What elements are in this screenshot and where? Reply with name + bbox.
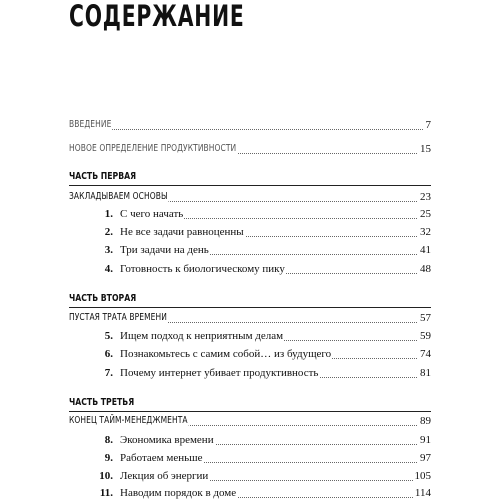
chapter-number: 7. (104, 367, 113, 379)
dot-leader (69, 129, 431, 130)
toc-entry-page: 15 (420, 143, 431, 155)
chapter-title: Готовность к биологическому пику (120, 263, 285, 275)
toc-entry-label: НОВОЕ ОПРЕДЕЛЕНИЕ ПРОДУКТИВНОСТИ (69, 143, 237, 154)
toc-entry-label: ПУСТАЯ ТРАТА ВРЕМЕНИ (69, 312, 167, 323)
toc-entry-introduction[interactable] (69, 118, 431, 132)
chapter-number: 11. (99, 487, 113, 499)
toc-entry-label: ЗАКЛАДЫВАЕМ ОСНОВЫ (69, 191, 168, 202)
part-heading: ЧАСТЬ ПЕРВАЯ (69, 171, 137, 182)
chapter-title: Не все задачи равноценны (120, 226, 244, 238)
toc-chapter-entry[interactable] (69, 366, 431, 380)
chapter-page: 25 (420, 208, 431, 220)
toc-chapter-entry[interactable] (69, 329, 431, 343)
chapter-number: 10. (99, 470, 113, 482)
part-heading: ЧАСТЬ ВТОРАЯ (69, 293, 137, 304)
toc-chapter-entry[interactable] (69, 225, 431, 239)
part-rule (69, 185, 431, 186)
chapter-page: 59 (420, 330, 431, 342)
chapter-page: 81 (420, 367, 431, 379)
toc-entry-page: 7 (425, 119, 431, 131)
chapter-number: 9. (104, 452, 113, 464)
toc-entry-part-subtitle[interactable] (69, 190, 431, 204)
toc-chapter-entry[interactable] (69, 469, 431, 483)
chapter-page: 74 (420, 348, 431, 360)
chapter-number: 2. (104, 226, 113, 238)
chapter-title: Почему интернет убивает продуктивность (120, 367, 319, 379)
part-rule (69, 411, 431, 412)
toc-chapter-entry[interactable] (69, 243, 431, 257)
toc-entry-page: 89 (420, 415, 431, 427)
chapter-page: 114 (414, 487, 431, 499)
toc-chapter-entry[interactable] (69, 347, 431, 361)
part-heading: ЧАСТЬ ТРЕТЬЯ (69, 397, 135, 408)
chapter-title: Ищем подход к неприятным делам (120, 330, 284, 342)
toc-chapter-entry[interactable] (69, 262, 431, 276)
chapter-page: 41 (420, 244, 431, 256)
toc-chapter-entry[interactable] (69, 207, 431, 221)
chapter-number: 1. (104, 208, 113, 220)
toc-chapter-entry[interactable] (69, 451, 431, 465)
toc-entry-label: ВВЕДЕНИЕ (69, 119, 112, 130)
page-title: СОДЕРЖАНИЕ (69, 0, 245, 33)
chapter-title: Экономика времени (120, 434, 214, 446)
chapter-number: 5. (104, 330, 113, 342)
chapter-page: 48 (420, 263, 431, 275)
toc-entry-new-definition[interactable] (69, 142, 431, 156)
chapter-title: Работаем меньше (120, 452, 203, 464)
chapter-title: Познакомьтесь с самим собой… из будущего (120, 348, 332, 360)
toc-entry-part-subtitle[interactable] (69, 311, 431, 325)
chapter-title: Наводим порядок в доме (120, 487, 237, 499)
chapter-title: Три задачи на день (120, 244, 209, 256)
chapter-page: 97 (420, 452, 431, 464)
toc-entry-page: 23 (420, 191, 431, 203)
chapter-number: 6. (104, 348, 113, 360)
part-rule (69, 307, 431, 308)
toc-entry-page: 57 (420, 312, 431, 324)
toc-entry-label: КОНЕЦ ТАЙМ-МЕНЕДЖМЕНТА (69, 415, 188, 426)
chapter-number: 8. (104, 434, 113, 446)
chapter-number: 3. (104, 244, 113, 256)
chapter-title: С чего начать (120, 208, 184, 220)
toc-chapter-entry[interactable] (69, 486, 431, 500)
chapter-page: 32 (420, 226, 431, 238)
toc-entry-part-subtitle[interactable] (69, 414, 431, 428)
toc-chapter-entry[interactable] (69, 433, 431, 447)
chapter-title: Лекция об энергии (120, 470, 209, 482)
chapter-page: 105 (414, 470, 431, 482)
chapter-page: 91 (420, 434, 431, 446)
chapter-number: 4. (104, 263, 113, 275)
